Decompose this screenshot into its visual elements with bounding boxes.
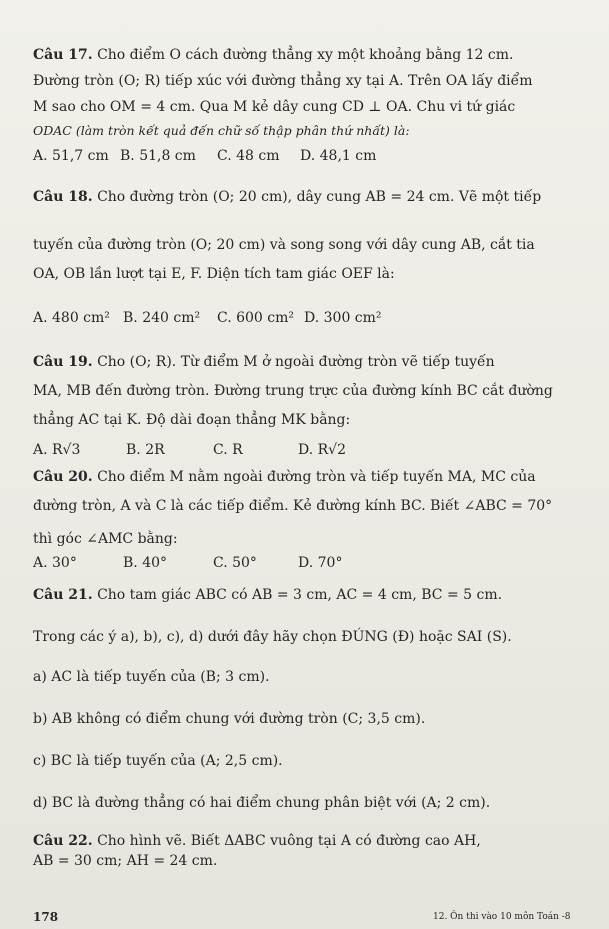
q22-number: Câu 22.: [33, 833, 93, 849]
q21-item-c: c) BC là tiếp tuyến của (A; 2,5 cm).: [33, 753, 283, 769]
q19-option-c: C. R: [213, 442, 243, 458]
q21-line-1: [33, 586, 502, 604]
q17-option-b: B. 51,8 cm: [120, 148, 196, 164]
q22-text-1: Cho hình vẽ. Biết ΔABC vuông tại A có đường cao AH,: [97, 833, 481, 849]
q17-text-1: Cho điểm O cách đường thẳng xy một khoảng bằng 12 cm.: [97, 47, 514, 63]
q19-line-2: MA, MB đến đường tròn. Đường trung trực của đường kính BC cắt đường: [33, 383, 553, 399]
q18-line-1: [33, 188, 541, 206]
q17-line-3: M sao cho OM = 4 cm. Qua M kẻ dây cung CD ⊥ OA. Chu vi tứ giác: [33, 99, 516, 115]
q18-text-1: Cho đường tròn (O; 20 cm), dây cung AB = 24 cm. Vẽ một tiếp: [97, 189, 542, 205]
q21-item-a: a) AC là tiếp tuyến của (B; 3 cm).: [33, 669, 270, 685]
q18-number: Câu 18.: [33, 189, 93, 205]
q21-text-1: Cho tam giác ABC có AB = 3 cm, AC = 4 cm, BC = 5 cm.: [97, 587, 503, 603]
q22-line-2: AB = 30 cm; AH = 24 cm.: [33, 853, 218, 869]
q19-option-a: A. R√3: [33, 442, 81, 458]
q19-line-1: [33, 353, 495, 371]
q22-line-1: [33, 832, 481, 850]
book-title-footer: 12. Ôn thi vào 10 môn Toán -8: [433, 912, 571, 922]
q19-option-b: B. 2R: [126, 442, 165, 458]
q21-item-b: b) AB không có điểm chung với đường tròn (C; 3,5 cm).: [33, 711, 426, 727]
q17-option-a: A. 51,7 cm: [33, 148, 109, 164]
q20-line-2: đường tròn, A và C là các tiếp điểm. Kẻ đường kính BC. Biết ∠ABC = 70°: [33, 498, 553, 514]
page-number: 178: [33, 910, 59, 924]
q19-option-d: D. R√2: [298, 442, 346, 458]
q21-item-d: d) BC là đường thẳng có hai điểm chung phân biệt với (A; 2 cm).: [33, 795, 491, 811]
q17-line-1: [33, 46, 513, 64]
q18-line-2: tuyến của đường tròn (O; 20 cm) và song song với dây cung AB, cắt tia: [33, 237, 535, 253]
q20-number: Câu 20.: [33, 469, 93, 485]
q20-option-d: D. 70°: [298, 555, 343, 571]
q21-number: Câu 21.: [33, 587, 93, 603]
q20-option-c: C. 50°: [213, 555, 257, 571]
q20-text-1: Cho điểm M nằm ngoài đường tròn và tiếp tuyến MA, MC của: [97, 469, 536, 485]
q17-line-2: Đường tròn (O; R) tiếp xúc với đường thẳng xy tại A. Trên OA lấy điểm: [33, 73, 533, 89]
q20-line-3: thì góc ∠AMC bằng:: [33, 531, 178, 547]
q18-line-3: OA, OB lần lượt tại E, F. Diện tích tam giác OEF là:: [33, 266, 395, 282]
q19-number: Câu 19.: [33, 354, 93, 370]
q20-option-a: A. 30°: [33, 555, 77, 571]
q20-option-b: B. 40°: [123, 555, 168, 571]
q19-text-1: Cho (O; R). Từ điểm M ở ngoài đường tròn vẽ tiếp tuyến: [97, 354, 495, 370]
q18-option-a: A. 480 cm²: [33, 310, 110, 326]
q17-number: Câu 17.: [33, 47, 93, 63]
q20-line-1: [33, 468, 536, 486]
q18-option-c: C. 600 cm²: [217, 310, 295, 326]
q17-line-4: ODAC (làm tròn kết quả đến chữ số thập phân thứ nhất) là:: [33, 123, 410, 138]
q18-option-b: B. 240 cm²: [123, 310, 201, 326]
q18-option-d: D. 300 cm²: [304, 310, 382, 326]
q17-option-d: D. 48,1 cm: [300, 148, 377, 164]
q21-line-2: Trong các ý a), b), c), d) dưới đây hãy chọn ĐÚNG (Đ) hoặc SAI (S).: [33, 629, 512, 645]
q17-option-c: C. 48 cm: [217, 148, 280, 164]
q19-line-3: thẳng AC tại K. Độ dài đoạn thẳng MK bằng:: [33, 412, 351, 428]
